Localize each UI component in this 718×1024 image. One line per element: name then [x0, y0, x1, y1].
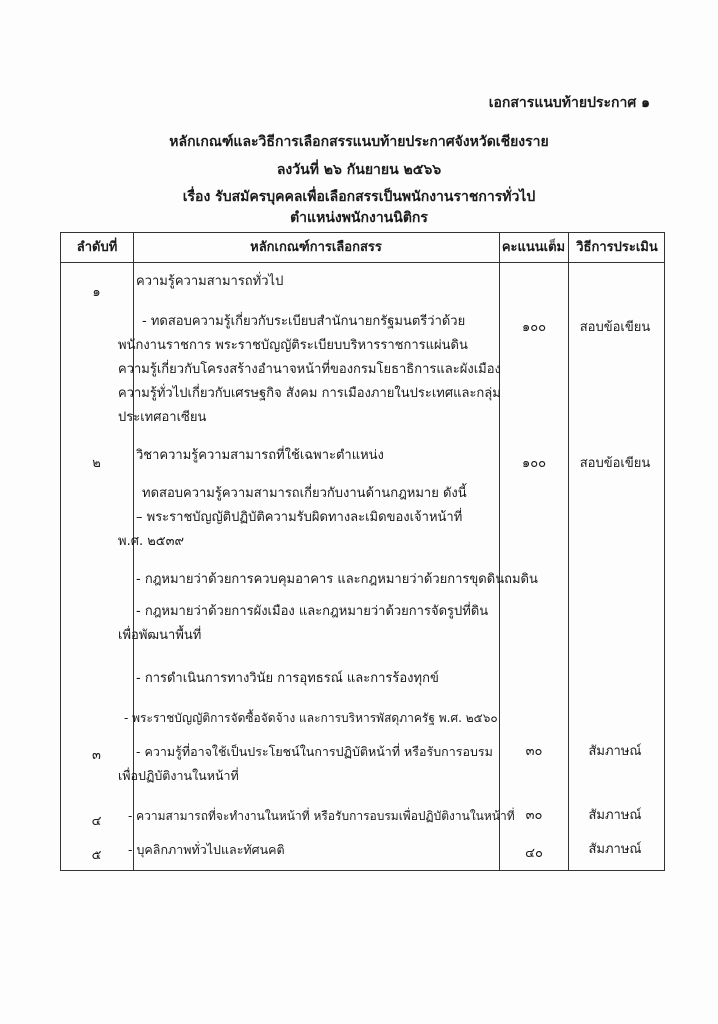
row-2-item-1: – พระราชบัญญัติปฏิบัติความรับผิดทางละเมิดของเจ้าหน้าที่ — [136, 510, 463, 525]
row-4-score: ๓๐ — [525, 808, 543, 823]
row-2-heading — [118, 444, 495, 468]
row-1-line: - ทดสอบความรู้เกี่ยวกับระเบียบสำนักนายกรัฐมนตรีว่าด้วย — [142, 314, 466, 329]
row-2-number: ๒ — [92, 456, 101, 471]
row-1-heading — [118, 270, 495, 294]
row-2-item-4-text: - การดำเนินการทางวินัย การอุทธรณ์ และการร้องทุกข์ — [136, 671, 439, 686]
row-1-heading-text: ความรู้ความสามารถทั่วไป — [136, 274, 284, 289]
row-1-line: ความรู้เกี่ยวกับโครงสร้างอำนาจหน้าที่ของกรมโยธาธิการและผังเมือง — [118, 362, 501, 377]
title-line-4: ตำแหน่งพนักงานนิติกร — [290, 210, 428, 226]
row-5-score: ๔๐ — [525, 846, 543, 861]
row-2-item-3-cont: เพื่อพัฒนาพื้นที่ — [118, 628, 202, 643]
row-3-method: สัมภาษณ์ — [588, 744, 642, 759]
row-3-line: - ความรู้ที่อาจใช้เป็นประโยชน์ในการปฏิบัติหน้าที่ หรือรับการอบรม — [136, 744, 493, 759]
header-order: ลำดับที่ — [76, 240, 118, 255]
row-4-method: สัมภาษณ์ — [588, 808, 642, 823]
row-5-number: ๕ — [91, 848, 102, 863]
row-3-number: ๓ — [92, 748, 101, 763]
row-2-method: สอบข้อเขียน — [579, 456, 651, 471]
row-1-method: สอบข้อเขียน — [579, 320, 651, 335]
header-criteria: หลักเกณฑ์การเลือกสรร — [250, 240, 382, 255]
header-full-score: คะแนนเต็ม — [501, 240, 566, 255]
row-2-heading-text: วิชาความรู้ความสามารถที่ใช้เฉพาะตำแหน่ง — [136, 448, 384, 463]
title-line-2: ลงวันที่ ๒๖ กันยายน ๒๕๖๖ — [276, 162, 442, 178]
row-2-item-1-cont: พ.ศ. ๒๕๓๙ — [118, 534, 185, 549]
row-4-number: ๔ — [91, 814, 102, 829]
row-1-line: ความรู้ทั่วไปเกี่ยวกับเศรษฐกิจ สังคม การเมืองภายในประเทศและกลุ่ม — [118, 386, 501, 401]
row-5-line: - บุคลิกภาพทั่วไปและทัศนคติ — [128, 842, 285, 857]
row-2-item-2-text: - กฎหมายว่าด้วยการควบคุมอาคาร และกฎหมายว่าด้วยการขุดดินถมดิน — [136, 572, 538, 587]
header-method: วิธีการประเมิน — [576, 240, 658, 255]
row-2-item-3-text: - กฎหมายว่าด้วยการผังเมือง และกฎหมายว่าด้วยการจัดรูปที่ดิน — [136, 604, 489, 619]
row-3-line: เพื่อปฏิบัติงานในหน้าที่ — [118, 768, 239, 783]
row-1-line: ประเทศอาเซียน — [118, 410, 207, 425]
title-line-3: เรื่อง รับสมัครบุคคลเพื่อเลือกสรรเป็นพนักงานราชการทั่วไป — [182, 189, 536, 205]
row-4-details — [118, 804, 515, 828]
row-2-item-2 — [118, 568, 538, 592]
row-1-line: พนักงานราชการ พระราชบัญญัติระเบียบบริหารราชการแผ่นดิน — [118, 338, 468, 353]
row-2-score: ๑๐๐ — [521, 456, 547, 471]
row-3-details — [118, 740, 495, 788]
document-title-block — [0, 128, 718, 228]
row-2-item-3 — [118, 600, 495, 648]
row-1-score: ๑๐๐ — [521, 320, 547, 335]
row-2-item-4 — [118, 667, 495, 691]
row-5-method: สัมภาษณ์ — [588, 842, 642, 857]
annex-label: เอกสารแนบท้ายประกาศ ๑ — [488, 95, 650, 111]
row-5-details — [118, 838, 495, 862]
row-2-item-5-text: - พระราชบัญญัติการจัดซื้อจัดจ้าง และการบริหารพัสดุภาครัฐ พ.ศ. ๒๕๖๐ — [124, 711, 498, 725]
header-divider — [61, 262, 664, 263]
title-line-1: หลักเกณฑ์และวิธีการเลือกสรรแนบท้ายประกาศจังหวัดเชียงราย — [169, 134, 549, 150]
row-2-item-5 — [118, 706, 498, 730]
row-1-number: ๑ — [92, 285, 101, 300]
row-2-details — [118, 482, 495, 554]
row-1-details — [118, 310, 501, 430]
row-2-intro: ทดสอบความรู้ความสามารถเกี่ยวกับงานด้านกฎหมาย ดังนี้ — [142, 486, 467, 501]
row-3-score: ๓๐ — [525, 744, 543, 759]
row-4-line: - ความสามารถที่จะทำงานในหน้าที่ หรือรับการอบรมเพื่อปฏิบัติงานในหน้าที่ — [128, 809, 515, 823]
